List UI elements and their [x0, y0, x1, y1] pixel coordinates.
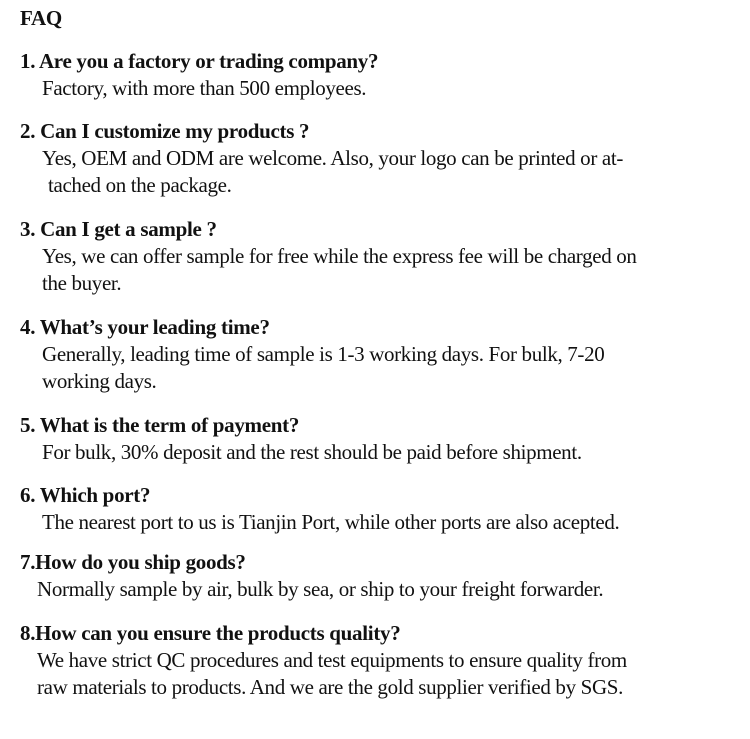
faq-question-1: 1. Are you a factory or trading company? [20, 49, 379, 73]
faq-question-5: 5. What is the term of payment? [20, 413, 300, 437]
faq-answer-6-line-1: The nearest port to us is Tianjin Port, while other ports are also acepted. [42, 510, 620, 534]
faq-question-7: 7.How do you ship goods? [20, 550, 246, 574]
faq-answer-2-line-1: Yes, OEM and ODM are welcome. Also, your logo can be printed or at- [42, 146, 623, 170]
faq-answer-2-line-2: tached on the package. [48, 173, 232, 197]
faq-question-8: 8.How can you ensure the products quality? [20, 621, 401, 645]
faq-answer-8-line-2: raw materials to products. And we are the gold supplier verified by SGS. [37, 675, 623, 699]
faq-question-2: 2. Can I customize my products ? [20, 119, 310, 143]
faq-question-6: 6. Which port? [20, 483, 151, 507]
faq-answer-1-line-1: Factory, with more than 500 employees. [42, 76, 367, 100]
faq-question-3: 3. Can I get a sample ? [20, 217, 217, 241]
faq-question-4: 4. What’s your leading time? [20, 315, 270, 339]
faq-answer-4-line-2: working days. [42, 369, 157, 393]
faq-answer-7-line-1: Normally sample by air, bulk by sea, or ship to your freight forwarder. [37, 577, 604, 601]
faq-answer-4-line-1: Generally, leading time of sample is 1-3 working days. For bulk, 7-20 [42, 342, 605, 366]
faq-answer-3-line-1: Yes, we can offer sample for free while the express fee will be charged on [42, 244, 637, 268]
faq-answer-3-line-2: the buyer. [42, 271, 122, 295]
faq-answer-8-line-1: We have strict QC procedures and test equipments to ensure quality from [37, 648, 627, 672]
faq-answer-5-line-1: For bulk, 30% deposit and the rest should be paid before shipment. [42, 440, 582, 464]
faq-heading: FAQ [20, 6, 62, 30]
